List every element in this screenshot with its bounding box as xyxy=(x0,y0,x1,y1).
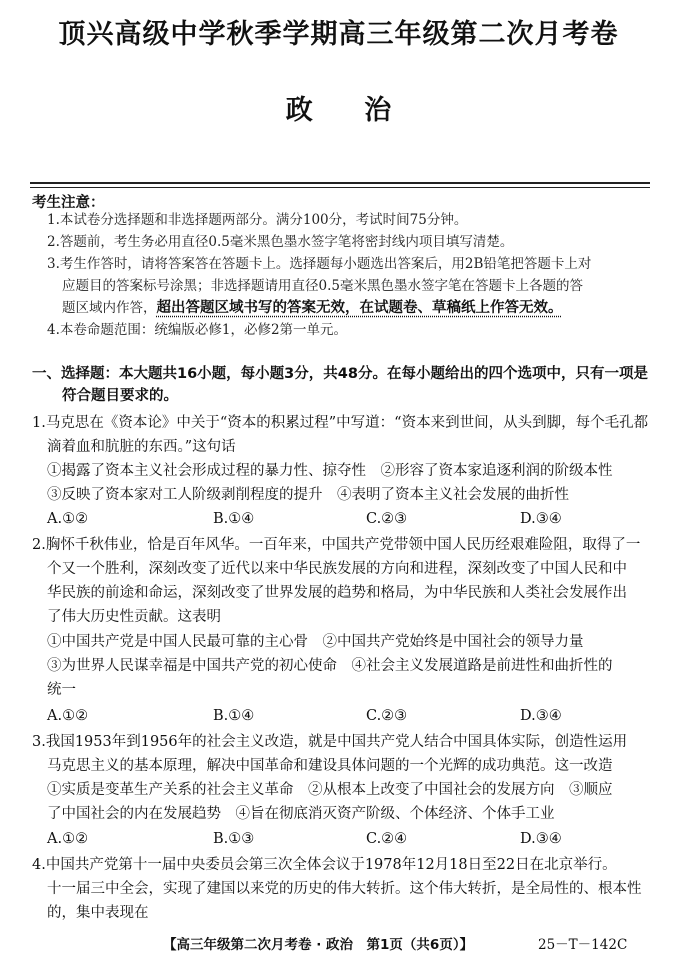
q1-stem-line: 滴着血和肮脏的东西。”这句话 xyxy=(47,439,236,455)
q1-stem-line: 1.马克思在《资本论》中关于“资本的积累过程”中写道：“资本来到世间，从头到脚，每个毛孔都 xyxy=(32,415,649,431)
q2-option-a: A.①② xyxy=(47,708,89,724)
q4-stem-line: 十一届三中全会，实现了建国以来党的历史的伟大转折。这个伟大转折，是全局性的、根本性 xyxy=(47,881,642,897)
notice-item-3-tail: 题区域内作答， xyxy=(62,300,157,316)
exam-title: 顶兴高级中学秋季学期高三年级第二次月考卷 xyxy=(58,19,619,50)
q2-statement: ①中国共产党是中国人民最可靠的主心骨 ②中国共产党始终是中国社会的领导力量 xyxy=(47,634,584,650)
notice-heading: 考生注意： xyxy=(32,195,105,211)
q1-option-b: B.①④ xyxy=(213,511,255,527)
q3-statement: ①实质是变革生产关系的社会主义革命 ②从根本上改变了中国社会的发展方向 ③顺应 xyxy=(47,782,613,798)
q3-statement: 了中国社会的内在发展趋势 ④旨在彻底消灭资产阶级、个体经济、个体手工业 xyxy=(47,806,555,822)
notice-item-2: 2.答题前，考生务必用直径0.5毫米黑色墨水签字笔将密封线内项目填写清楚。 xyxy=(47,234,514,250)
q4-stem-line: 4.中国共产党第十一届中央委员会第三次全体会议于1978年12月18日至22日在北京举行。 xyxy=(32,857,617,873)
q3-stem-line: 3.我国1953年到1956年的社会主义改造，就是中国共产党人结合中国具体实际，创造性运用 xyxy=(32,734,628,750)
divider-thin xyxy=(30,187,650,188)
q2-statement: ③为世界人民谋幸福是中国共产党的初心使命 ④社会主义发展道路是前进性和曲折性的 xyxy=(47,658,613,674)
section-heading: 一、选择题：本大题共16小题，每小题3分，共48分。在每小题给出的四个选项中，只有一项是 xyxy=(32,366,648,382)
q1-statement: ①揭露了资本主义社会形成过程的暴力性、掠夺性 ②形容了资本家追逐利润的阶级本性 xyxy=(47,463,613,479)
section-heading-cont: 符合题目要求的。 xyxy=(62,388,178,404)
notice-item-4: 4.本卷命题范围：统编版必修1，必修2第一单元。 xyxy=(47,322,348,338)
q4-stem-line: 的，集中表现在 xyxy=(47,905,149,921)
divider-thick xyxy=(30,182,650,184)
notice-warning: 超出答题区域书写的答案无效，在试题卷、草稿纸上作答无效。 xyxy=(156,300,563,316)
q1-statement: ③反映了资本家对工人阶级剥削程度的提升 ④表明了资本主义社会发展的曲折性 xyxy=(47,487,569,503)
q1-option-c: C.②③ xyxy=(366,511,408,527)
page-footer: 【高三年级第二次月考卷 · 政治 第1页（共6页）】 xyxy=(163,937,474,953)
q3-option-c: C.②④ xyxy=(366,831,408,847)
q1-option-a: A.①② xyxy=(47,511,89,527)
q3-option-d: D.③④ xyxy=(520,831,562,847)
q2-option-b: B.①④ xyxy=(213,708,255,724)
subject-title: 政 治 xyxy=(285,95,392,126)
q2-stem-line: 个又一个胜利，深刻改变了近代以来中华民族发展的方向和进程，深刻改变了中国人民和中 xyxy=(47,561,627,577)
q1-option-d: D.③④ xyxy=(520,511,562,527)
notice-item-3-cont: 应题目的答案标号涂黑；非选择题请用直径0.5毫米黑色墨水签字笔在答题卡上各题的答 xyxy=(62,278,583,294)
notice-item-3: 3.考生作答时，请将答案答在答题卡上。选择题每小题选出答案后，用2B铅笔把答题卡上对 xyxy=(47,256,592,272)
paper-code: 25－T－142C xyxy=(538,937,628,953)
notice-item-1: 1.本试卷分选择题和非选择题两部分。满分100分，考试时间75分钟。 xyxy=(47,212,468,228)
q2-stem-line: 华民族的前途和命运，深刻改变了世界发展的趋势和格局，为中华民族和人类社会发展作出 xyxy=(47,585,627,601)
q2-option-c: C.②③ xyxy=(366,708,408,724)
notice-item-3-end xyxy=(62,298,563,318)
q2-statement: 统一 xyxy=(47,682,76,698)
q3-option-a: A.①② xyxy=(47,831,89,847)
q2-stem-line: 2.胸怀千秋伟业，恰是百年风华。一百年来，中国共产党带领中国人民历经艰难险阻，取得了一 xyxy=(32,537,641,553)
q2-option-d: D.③④ xyxy=(520,708,562,724)
q3-stem-line: 马克思主义的基本原理，解决中国革命和建设具体问题的一个光辉的成功典范。这一改造 xyxy=(47,758,613,774)
q3-option-b: B.①③ xyxy=(213,831,255,847)
q2-stem-line: 了伟大历史性贡献。这表明 xyxy=(47,609,221,625)
